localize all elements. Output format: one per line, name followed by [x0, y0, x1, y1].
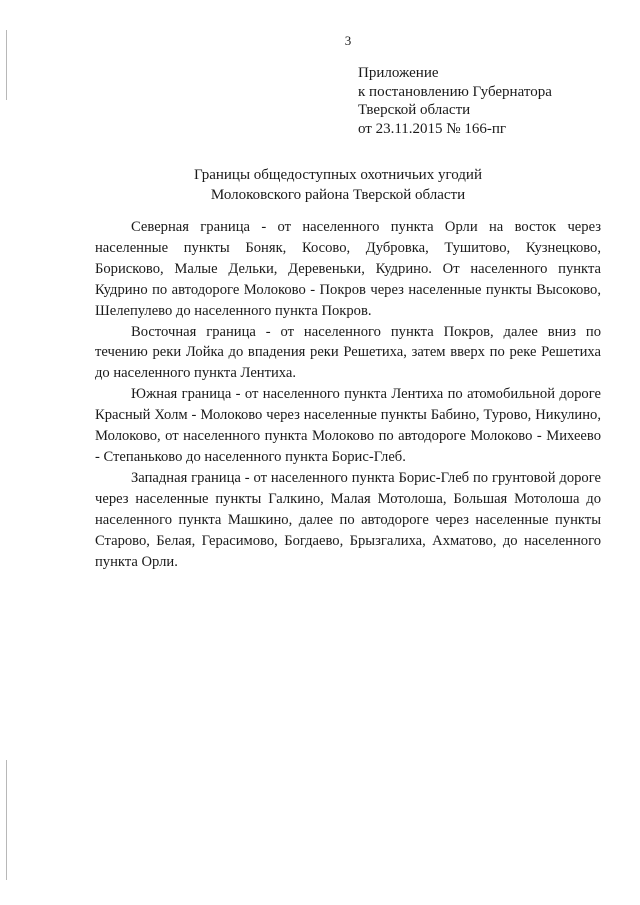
document-title-line-1: Границы общедоступных охотничьих угодий [193, 167, 482, 183]
paragraph-west-border: Западная граница - от населенного пункта Борис-Глеб по грунтовой дороге через населенные пункты Галкино, Малая Мотолоша, Большая Мотолоша до населенного пункта Машкино, далее по автодороге через населенные пункты Старово, Белая, Герасимово, Богдаево, Брызгалиха, Ахматово, до населенного пункта Орли. [95, 469, 601, 570]
scan-margin-line-bottom [6, 760, 7, 880]
paragraph-south-border: Южная граница - от населенного пункта Лентиха по атомобильной дороге Красный Холм - Молоково через населенные пункты Бабино, Турово, Никулино, Молоково, от населенного пункта Молоково по автодороге Молоково - Михеево - Степаньково до населенного пункта Борис-Глеб. [95, 386, 601, 465]
document-title [68, 165, 608, 205]
paragraph-east-border: Восточная граница - от населенного пункта Покров, далее вниз по течению реки Лойка до впадения реки Решетиха, затем вверх по реке Решетиха до населенного пункта Лентиха. [95, 323, 601, 382]
page-number: 3 [344, 33, 352, 48]
paragraph-north-border: Северная граница - от населенного пункта Орли на восток через населенные пункты Боняк, Косово, Дубровка, Тушитово, Кузнецково, Борисково, Малые Дельки, Деревеньки, Кудрино. От населенного пункта Кудрино по автодороге Молоково - Покров через населенные пункты Высоково, Шелепулево до населенного пункта Покров. [95, 219, 601, 319]
appendix-date-number: от 23.11.2015 № 166-пг [358, 120, 507, 137]
appendix-decree-line: к постановлению Губернатора [358, 83, 552, 100]
document-body [95, 217, 601, 572]
appendix-block [358, 64, 552, 138]
appendix-heading: Приложение [358, 65, 439, 81]
appendix-region-line: Тверской области [358, 102, 471, 118]
document-title-line-2: Молоковского района Тверской области [210, 187, 466, 203]
